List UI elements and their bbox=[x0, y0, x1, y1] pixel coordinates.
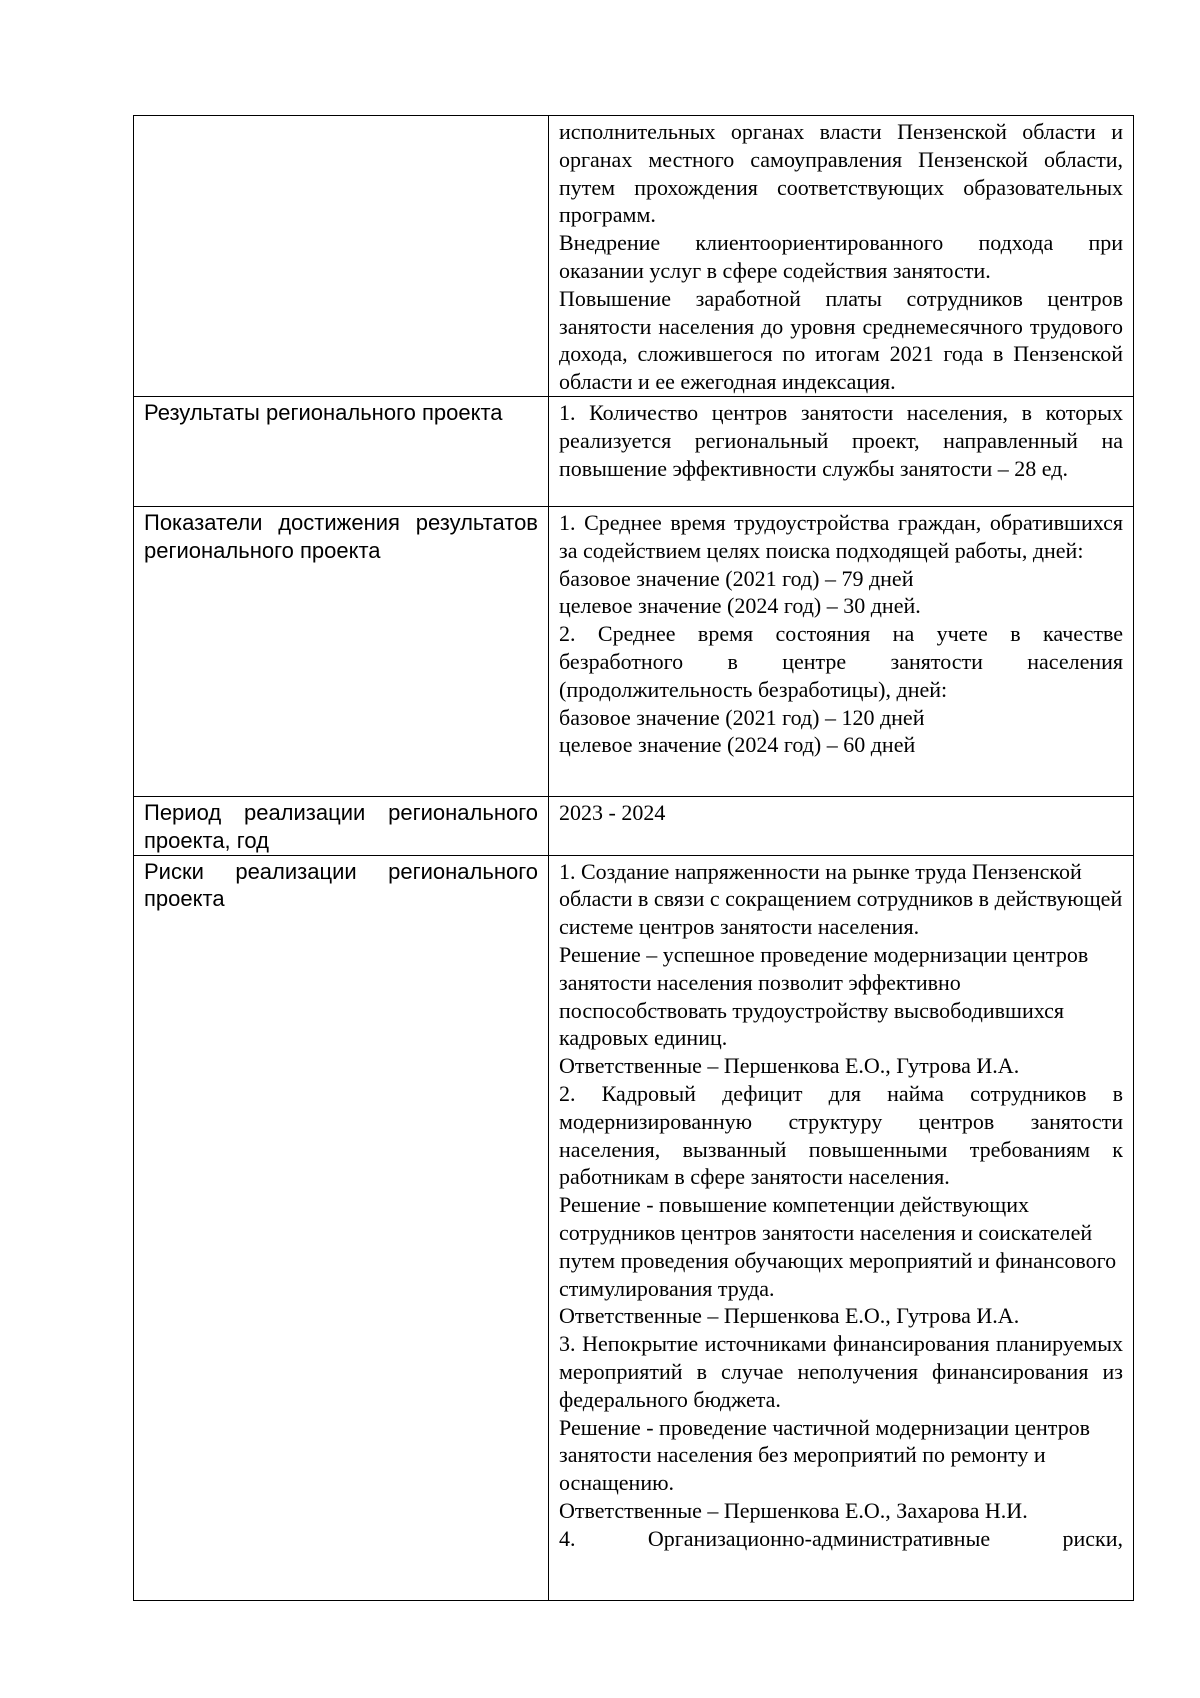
table-row bbox=[134, 116, 1134, 397]
row-content-competencies bbox=[549, 116, 1134, 397]
row-label-period: Период реализации регионального проекта, год bbox=[134, 796, 549, 855]
paragraph: Ответственные – Першенкова Е.О., Гутрова И.А. bbox=[559, 1053, 1020, 1079]
paragraph: Решение - проведение частичной модернизации центров занятости населения без мероприятий по ремонту и оснащению. bbox=[559, 1414, 1091, 1496]
paragraph: Ответственные – Першенкова Е.О., Захарова Н.И. bbox=[559, 1497, 1028, 1523]
paragraph: 2023 - 2024 bbox=[559, 799, 666, 825]
paragraph: целевое значение (2024 год) – 30 дней. bbox=[559, 593, 921, 619]
row-content-indicators bbox=[549, 506, 1134, 796]
paragraph: базовое значение (2021 год) – 120 дней bbox=[559, 704, 925, 730]
row-label-results: Результаты регионального проекта bbox=[134, 396, 549, 506]
paragraph: 2. Среднее время состояния на учете в качестве безработного в центре занятости населения (продолжительность безработицы), дней: bbox=[559, 621, 1123, 702]
paragraph: базовое значение (2021 год) – 79 дней bbox=[559, 565, 914, 591]
row-label-risks: Риски реализации регионального проекта bbox=[134, 855, 549, 1600]
row-label-empty bbox=[134, 116, 549, 397]
paragraph: 1. Создание напряженности на рынке труда Пензенской области в связи с сокращением сотрудников в действующей системе центров занятости населения. bbox=[559, 858, 1123, 940]
project-passport-table bbox=[133, 115, 1134, 1601]
paragraph: 3. Непокрытие источниками финансирования планируемых мероприятий в случае неполучения финансирования из федерального бюджета. bbox=[559, 1331, 1123, 1412]
paragraph: 1. Количество центров занятости населения, в которых реализуется региональный проект, направленный на повышение эффективности службы занятости – 28 ед. bbox=[559, 399, 1123, 481]
table-row bbox=[134, 796, 1134, 855]
row-content-risks bbox=[549, 855, 1134, 1600]
table-row bbox=[134, 855, 1134, 1600]
paragraph: Решение – успешное проведение модернизации центров занятости населения позволит эффективно поспособствовать трудоустройству высвободившихся кадровых единиц. bbox=[559, 941, 1089, 1051]
row-label-indicators: Показатели достижения результатов регионального проекта bbox=[134, 506, 549, 796]
paragraph: Ответственные – Першенкова Е.О., Гутрова И.А. bbox=[559, 1303, 1020, 1329]
row-content-results bbox=[549, 396, 1134, 506]
paragraph: исполнительных органах власти Пензенской области и органах местного самоуправления Пензенской области, путем прохождения соответствующих образовательных программ. bbox=[559, 119, 1123, 228]
paragraph: Решение - повышение компетенции действующих сотрудников центров занятости населения и соискателей путем проведения обучающих мероприятий и финансового стимулирования труда. bbox=[559, 1192, 1117, 1301]
paragraph: 1. Среднее время трудоустройства граждан, обратившихся за содействием целях поиска подходящей работы, дней: bbox=[559, 509, 1123, 563]
paragraph: Внедрение клиентоориентированного подхода при оказании услуг в сфере содействия занятости. bbox=[559, 230, 1123, 283]
paragraph: целевое значение (2024 год) – 60 дней bbox=[559, 732, 916, 758]
paragraph: Повышение заработной платы сотрудников центров занятости населения до уровня среднемесячного трудового дохода, сложившегося по итогам 2021 года в Пензенской области и ее ежегодная индексация. bbox=[559, 285, 1123, 395]
paragraph: 4. Организационно-административные риски, bbox=[559, 1525, 1123, 1551]
table-row bbox=[134, 396, 1134, 506]
row-content-period bbox=[549, 796, 1134, 855]
paragraph: 2. Кадровый дефицит для найма сотрудников в модернизированную структуру центров занятости населения, вызванный повышенными требованиям к работникам в сфере занятости населения. bbox=[559, 1080, 1123, 1190]
table-row bbox=[134, 506, 1134, 796]
